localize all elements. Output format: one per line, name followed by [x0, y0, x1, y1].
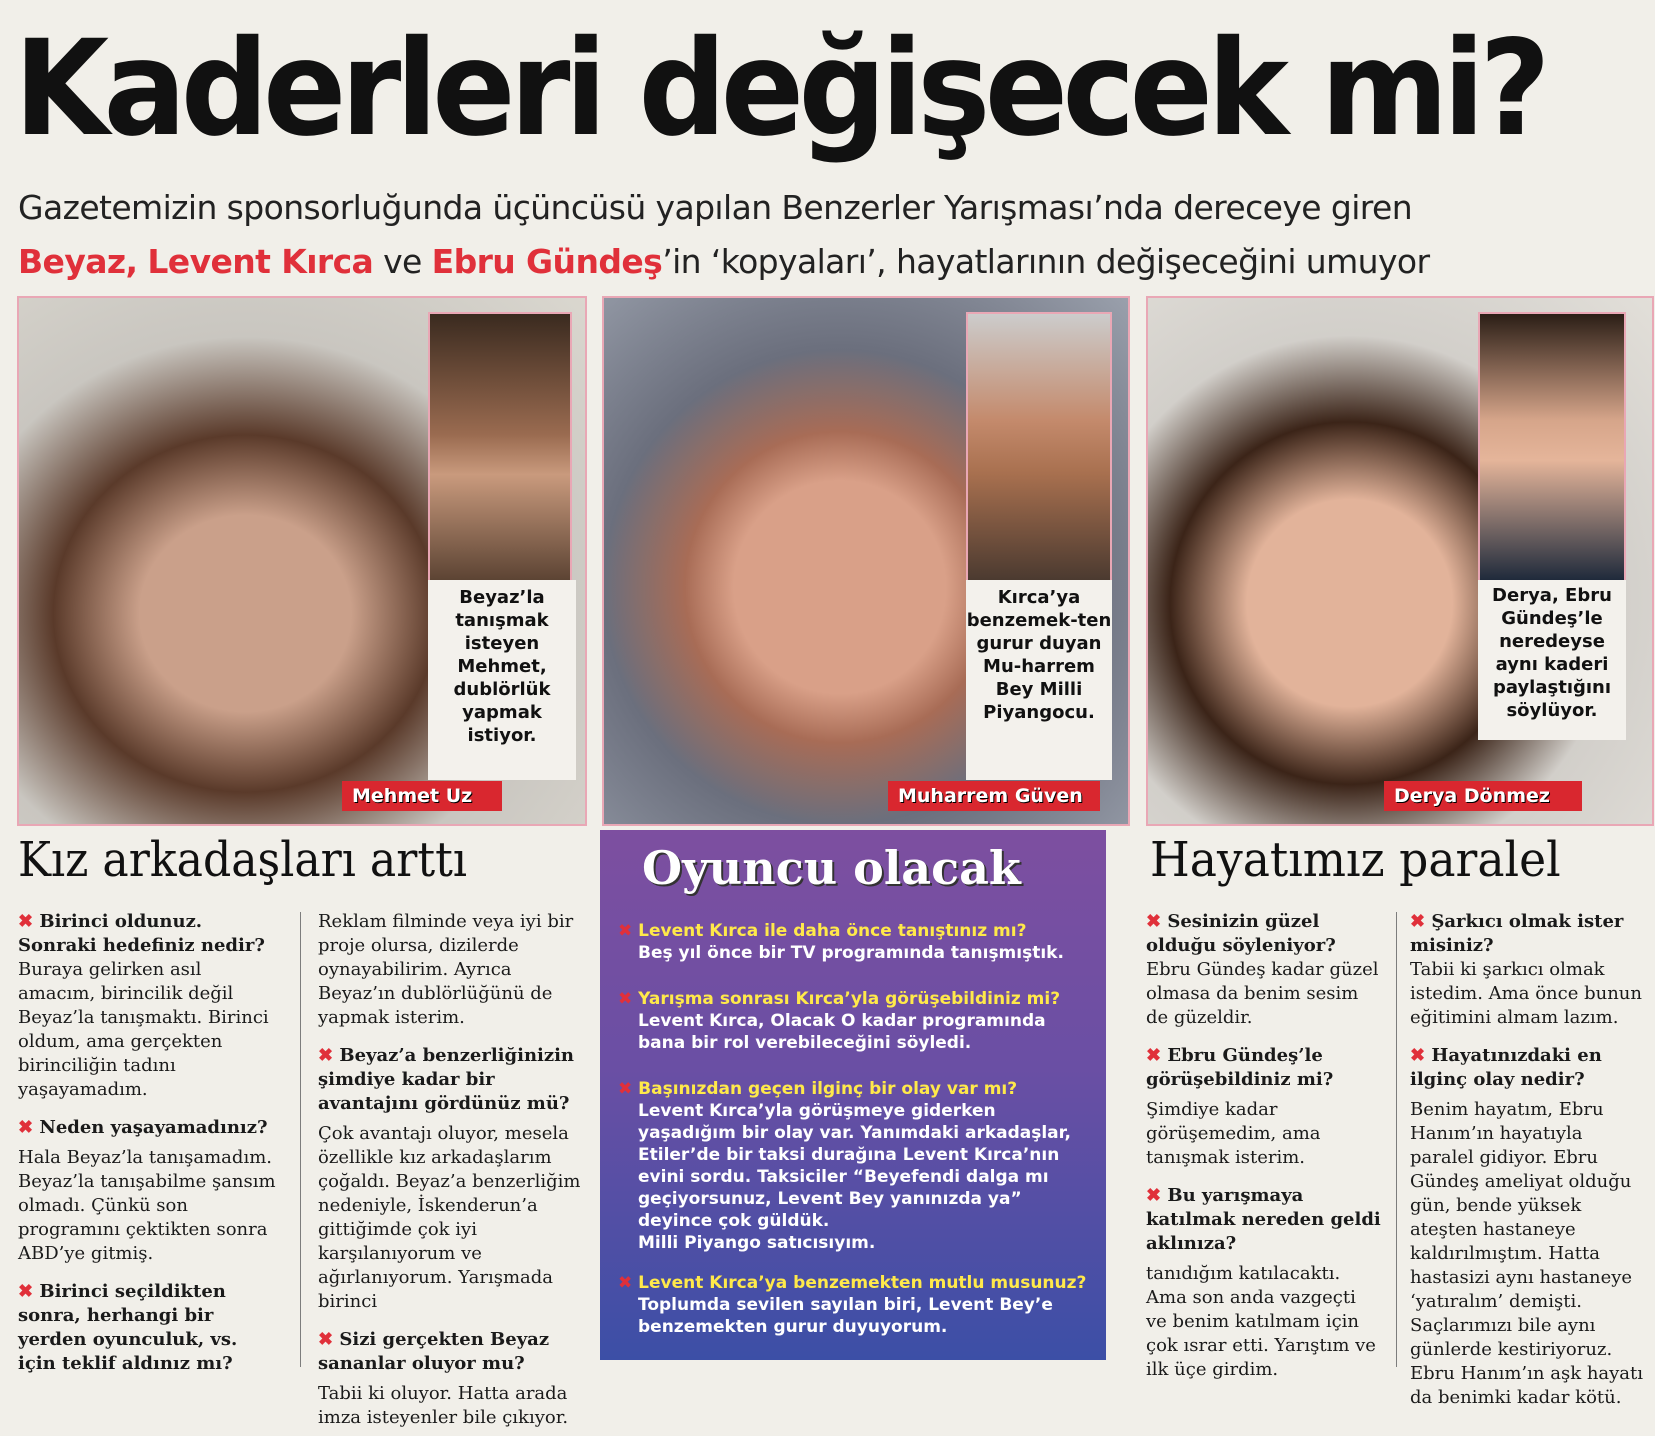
- bullet-x-icon: ✖: [618, 1273, 639, 1293]
- right1-q1: Sesinizin güzel olduğu söyleniyor?: [1146, 911, 1336, 956]
- inset-photo-ebru-gundes: [1478, 312, 1626, 582]
- mid-qa-1: [618, 920, 1098, 964]
- right2-q2: Hayatınızdaki en ilginç olay nedir?: [1410, 1045, 1602, 1090]
- caption-muharrem: Kırca’ya benzemek-ten gurur duyan Mu-harrem Bey Milli Piyangocu.: [966, 580, 1112, 780]
- mid-a3b: Milli Piyango satıcısıyım.: [638, 1233, 876, 1253]
- bullet-x-icon: ✖: [618, 989, 639, 1009]
- deck-name-gundes: Ebru Gündeş: [431, 242, 663, 281]
- mid-q3: Başınızdan geçen ilginç bir olay var mı?: [638, 1079, 1018, 1099]
- caption-derya: Derya, Ebru Gündeş’le neredeyse aynı kaderi paylaştığını söylüyor.: [1478, 580, 1626, 740]
- left2-q1: Beyaz’a benzerliğinizin şimdiye kadar bir avantajını gördünüz mü?: [318, 1045, 575, 1114]
- right1-a2: Şimdiye kadar görüşemedim, ama tanışmak isterim.: [1146, 1099, 1321, 1168]
- bullet-x-icon: ✖: [1410, 1045, 1432, 1066]
- nametag-muharrem: Muharrem Güven: [888, 781, 1100, 811]
- mid-qa-2: [618, 988, 1098, 1054]
- mid-a1: Beş yıl önce bir TV programında tanışmıştık.: [638, 943, 1064, 963]
- bullet-x-icon: ✖: [318, 1329, 340, 1350]
- left-column-2: [318, 910, 584, 1436]
- right1-a3: tanıdığım katılacaktı. Ama son anda vazgeçti ve benim katılmam için çok ısrar etti. Yarıştım ve ilk üçe girdim.: [1146, 1263, 1376, 1380]
- right1-q3: Bu yarışmaya katılmak nereden geldi aklınıza?: [1146, 1185, 1381, 1254]
- bullet-x-icon: ✖: [18, 1117, 40, 1138]
- left1-q1: Birinci oldunuz. Sonraki hedefiniz nedir?: [18, 911, 265, 956]
- right2-a2: Benim hayatım, Ebru Hanım’ın hayatıyla paralel gidiyor. Ebru Gündeş ameliyat olduğu gün, bende yüksek ateşten hastaneye kaldırılmıştım. Hatta hastasizi aynı hastaneye ‘yatıralım’ demişti. Saçlarımızı bile aynı günlerde kestiriyoruz. Ebru Hanım’ın aşk hayatı da benimki kadar kötü.: [1410, 1099, 1644, 1408]
- deck-name-beyaz: Beyaz,: [18, 242, 138, 281]
- bullet-x-icon: ✖: [1410, 911, 1432, 932]
- mid-q1: Levent Kırca ile daha önce tanıştınız mı?: [638, 921, 1027, 941]
- deck-line-1: Gazetemizin sponsorluğunda üçüncüsü yapılan Benzerler Yarışması’nda dereceye giren: [18, 188, 1413, 227]
- nametag-derya: Derya Dönmez: [1384, 781, 1582, 811]
- left1-q3: Birinci seçildikten sonra, herhangi bir yerden oyunculuk, vs. için teklif aldınız mı?: [18, 1281, 238, 1374]
- inset-photo-levent-kirca: [966, 312, 1112, 582]
- bullet-x-icon: ✖: [1146, 1045, 1168, 1066]
- headline: Kaderleri değişecek mi?: [14, 12, 1546, 166]
- mid-qa-4: [618, 1272, 1098, 1338]
- right-column-1: [1146, 910, 1382, 1388]
- left1-a1: Buraya gelirken asıl amacım, birincilik değil Beyaz’la tanışmaktı. Birinci oldum, ama gerçekten birinciliğin tadını yaşayamadım.: [18, 959, 269, 1100]
- deck-name-kirca: Levent Kırca: [147, 242, 374, 281]
- deck-and: ve: [383, 242, 422, 281]
- mid-qa-3: [618, 1078, 1098, 1254]
- mid-a2: Levent Kırca, Olacak O kadar programında bana bir rol verebileceğini söyledi.: [638, 1011, 1046, 1053]
- bullet-x-icon: ✖: [18, 1281, 40, 1302]
- left2-a0: Reklam filminde veya iyi bir proje olursa, dizilerde oynayabilirim. Ayrıca Beyaz’ın dublörlüğünü de yapmak isterim.: [318, 911, 574, 1028]
- bullet-x-icon: ✖: [18, 911, 40, 932]
- right1-q2: Ebru Gündeş’le görüşebildiniz mi?: [1146, 1045, 1334, 1090]
- bullet-x-icon: ✖: [1146, 911, 1168, 932]
- bullet-x-icon: ✖: [318, 1045, 340, 1066]
- mid-a4: Toplumda sevilen sayılan biri, Levent Bey’e benzemekten gurur duyuyorum.: [638, 1295, 1053, 1337]
- mid-q2: Yarışma sonrası Kırca’yla görüşebildiniz mi?: [638, 989, 1061, 1009]
- left1-q2: Neden yaşayamadınız?: [39, 1117, 268, 1138]
- right1-a1: Ebru Gündeş kadar güzel olmasa da benim sesim de güzeldir.: [1146, 959, 1379, 1028]
- left2-q2: Sizi gerçekten Beyaz sananlar oluyor mu?: [318, 1329, 550, 1374]
- right2-a1: Tabii ki şarkıcı olmak istedim. Ama önce bunun eğitimini almam lazım.: [1410, 959, 1642, 1028]
- column-divider: [300, 912, 301, 1367]
- deck-line-2-rest: ’in ‘kopyaları’, hayatlarının değişeceğini umuyor: [662, 242, 1430, 281]
- inset-photo-beyaz: [428, 312, 572, 584]
- caption-mehmet: Beyaz’la tanışmak isteyen Mehmet, dublörlük yapmak istiyor.: [428, 580, 576, 780]
- left-column-1: [18, 910, 280, 1382]
- column-divider: [1396, 912, 1397, 1367]
- left2-a1: Çok avantajı oluyor, mesela özellikle kız arkadaşlarım çoğaldı. Beyaz’a benzerliğim nedeniyle, İskenderun’a gittiğimde çok iyi karşılanıyorum ve ağırlanıyorum. Yarışmada birinci: [318, 1123, 581, 1312]
- nametag-mehmet: Mehmet Uz: [342, 781, 502, 811]
- mid-q4: Levent Kırca’ya benzemekten mutlu musunuz?: [638, 1273, 1087, 1293]
- section-title-left: Kız arkadaşları arttı: [18, 832, 467, 888]
- bullet-x-icon: ✖: [618, 1079, 639, 1099]
- right2-q1: Şarkıcı olmak ister misiniz?: [1410, 911, 1624, 956]
- bullet-x-icon: ✖: [618, 921, 639, 941]
- mid-a3: Levent Kırca’yla görüşmeye giderken yaşadığım bir olay var. Yanımdaki arkadaşlar, Etiler’de bir taksi durağına Levent Kırca’nın evini sordu. Taksiciler “Beyefendi dalga mı geçiyorsunuz, Levent Bey yanınızda ya” deyince çok güldük.: [638, 1101, 1072, 1231]
- section-title-middle: Oyuncu olacak: [642, 841, 1021, 895]
- left1-a2: Hala Beyaz’la tanışamadım. Beyaz’la tanışabilme şansım olmadı. Çünkü son programını çektikten sonra ABD’ye gitmiş.: [18, 1147, 276, 1264]
- left2-a2: Tabii ki oluyor. Hatta arada imza isteyenler bile çıkıyor.: [318, 1383, 569, 1428]
- right-column-2: [1410, 910, 1646, 1416]
- section-title-right: Hayatımız paralel: [1150, 832, 1561, 888]
- bullet-x-icon: ✖: [1146, 1185, 1168, 1206]
- deck-line-2: [18, 237, 1648, 287]
